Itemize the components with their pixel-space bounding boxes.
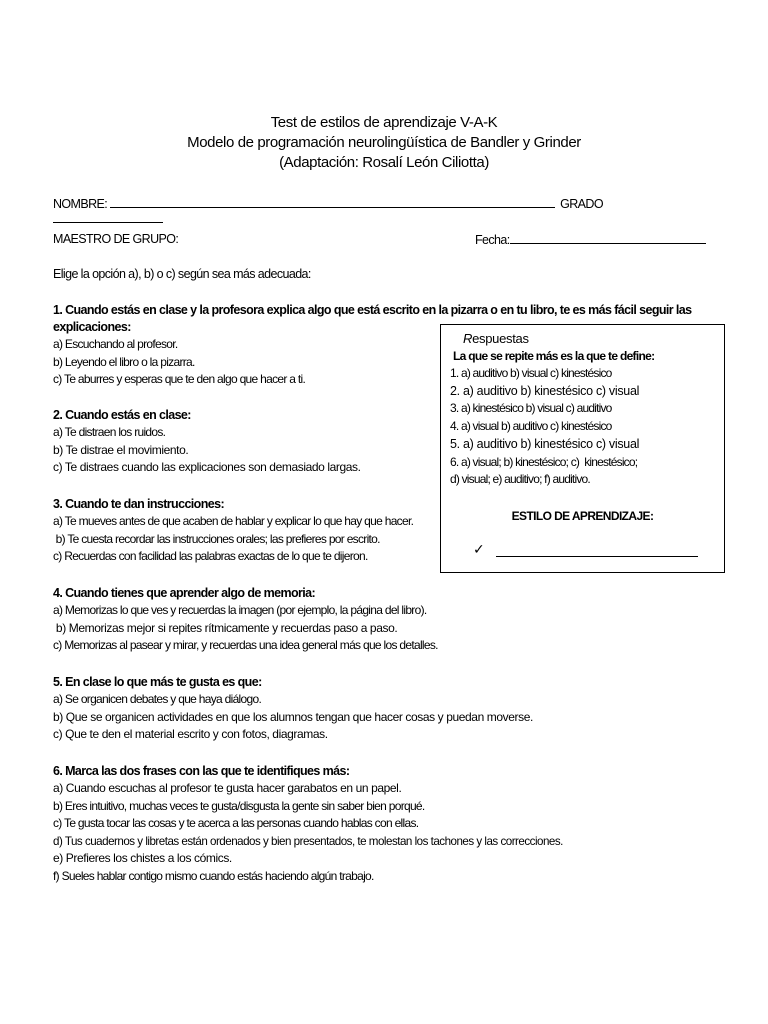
answer-key-6a: 6. a) visual; b) kinestésico; c) kinestésico;: [450, 454, 638, 469]
answer-key-1: 1. a) auditivo b) visual c) kinestésico: [450, 366, 612, 380]
question-2-option-a[interactable]: a) Te distraen los ruidos.: [53, 425, 166, 439]
answer-key-5: 5. a) auditivo b) kinestésico c) visual: [450, 436, 640, 451]
answers-box-title: [463, 331, 529, 346]
nombre-field[interactable]: [110, 196, 555, 208]
question-6-option-c[interactable]: c) Te gusta tocar las cosas y te acerca a las personas cuando hablas con ellas.: [53, 816, 419, 830]
question-6-option-e[interactable]: e) Prefieres los chistes a los cómics.: [53, 851, 232, 865]
answers-box-subtitle: La que se repite más es la que te define:: [453, 349, 655, 363]
question-5-option-b[interactable]: b) Que se organicen actividades en que los alumnos tengan que hacer cosas y puedan moverse.: [53, 709, 533, 724]
question-6: [53, 763, 693, 885]
instruction-text: Elige la opción a), b) o c) según sea más adecuada:: [53, 267, 311, 281]
question-5: [53, 674, 693, 744]
question-2-option-b[interactable]: b) Te distrae el movimiento.: [53, 442, 189, 457]
question-1-option-b[interactable]: b) Leyendo el libro o la pizarra.: [53, 354, 195, 369]
question-2-option-c[interactable]: c) Te distraes cuando las explicaciones son demasiado largas.: [53, 460, 361, 474]
question-6-option-b[interactable]: b) Eres intuitivo, muchas veces te gusta/disgusta la gente sin saber bien porqué.: [53, 798, 425, 813]
question-1-option-c[interactable]: c) Te aburres y esperas que te den algo que hacer a ti.: [53, 372, 306, 386]
question-4: [53, 585, 693, 655]
fecha-label: Fecha:: [475, 233, 510, 247]
nombre-grado-row: [53, 196, 708, 226]
question-4-option-b[interactable]: b) Memorizas mejor si repites rítmicamente y recuerdas paso a paso.: [53, 620, 398, 635]
answer-key-3: 3. a) kinestésico b) visual c) auditivo: [450, 401, 612, 416]
title-block: [0, 113, 768, 173]
answers-key-list: [450, 365, 639, 489]
question-6-title: 6. Marca las dos frases con las que te identifiques más:: [53, 764, 350, 778]
title-line-3: (Adaptación: Rosalí León Ciliotta): [279, 154, 489, 171]
answers-title-initial: R: [463, 331, 473, 346]
maestro-label: MAESTRO DE GRUPO:: [53, 232, 179, 246]
title-line-1: Test de estilos de aprendizaje V-A-K: [270, 114, 498, 131]
question-5-option-c[interactable]: c) Que te den el material escrito y con fotos, diagramas.: [53, 727, 328, 741]
grado-label: GRADO: [560, 197, 603, 211]
question-3-option-c[interactable]: c) Recuerdas con facilidad las palabras exactas de lo que te dijeron.: [53, 549, 368, 563]
title-line-2: Modelo de programación neurolingüística de Bandler y Grinder: [187, 134, 581, 151]
question-3-option-a[interactable]: a) Te mueves antes de que acaben de hablar y explicar lo que hay que hacer.: [53, 514, 414, 528]
question-6-option-f[interactable]: f) Sueles hablar contigo mismo cuando estás haciendo algún trabajo.: [53, 868, 374, 883]
question-4-option-c[interactable]: c) Memorizas al pasear y mirar, y recuerdas una idea general más que los detalles.: [53, 638, 438, 652]
answers-box: [440, 324, 725, 573]
question-4-option-a[interactable]: a) Memorizas lo que ves y recuerdas la imagen (por ejemplo, la página del libro).: [53, 603, 427, 617]
maestro-fecha-row: [53, 232, 708, 246]
estilo-answer-field[interactable]: [496, 556, 698, 557]
question-6-option-d[interactable]: d) Tus cuadernos y libretas están ordenados y bien presentados, te molestan los tachones y las correcciones.: [53, 834, 563, 848]
question-3-title: 3. Cuando te dan instrucciones:: [53, 497, 225, 511]
answer-key-6b: d) visual; e) auditivo; f) auditivo.: [450, 472, 590, 487]
answer-key-2: 2. a) auditivo b) kinestésico c) visual: [450, 383, 640, 398]
question-5-option-a[interactable]: a) Se organicen debates y que haya diálogo.: [53, 692, 262, 706]
question-1-title-line-2: explicaciones:: [53, 320, 131, 334]
question-6-option-a[interactable]: a) Cuando escuchas al profesor te gusta hacer garabatos en un papel.: [53, 781, 402, 795]
checkmark-icon: ✓: [473, 541, 485, 557]
question-2-title: 2. Cuando estás en clase:: [53, 408, 191, 422]
question-1-title-line-1: 1. Cuando estás en clase y la profesora explica algo que está escrito en la pizarra o en tu libro, te es más fácil seguir las: [53, 303, 692, 317]
estilo-label: ESTILO DE APRENDIZAJE:: [511, 509, 654, 523]
nombre-label: NOMBRE:: [53, 197, 108, 211]
question-1-option-a[interactable]: a) Escuchando al profesor.: [53, 337, 178, 351]
grado-field[interactable]: [53, 211, 163, 223]
answer-key-4: 4. a) visual b) auditivo c) kinestésico: [450, 419, 612, 434]
question-4-title: 4. Cuando tienes que aprender algo de memoria:: [53, 586, 316, 600]
answers-title-rest: espuestas: [472, 331, 529, 346]
question-5-title: 5. En clase lo que más te gusta es que:: [53, 675, 262, 689]
fecha-field[interactable]: [510, 232, 706, 244]
question-3-option-b[interactable]: b) Te cuesta recordar las instrucciones orales; las prefieres por escrito.: [53, 531, 380, 546]
